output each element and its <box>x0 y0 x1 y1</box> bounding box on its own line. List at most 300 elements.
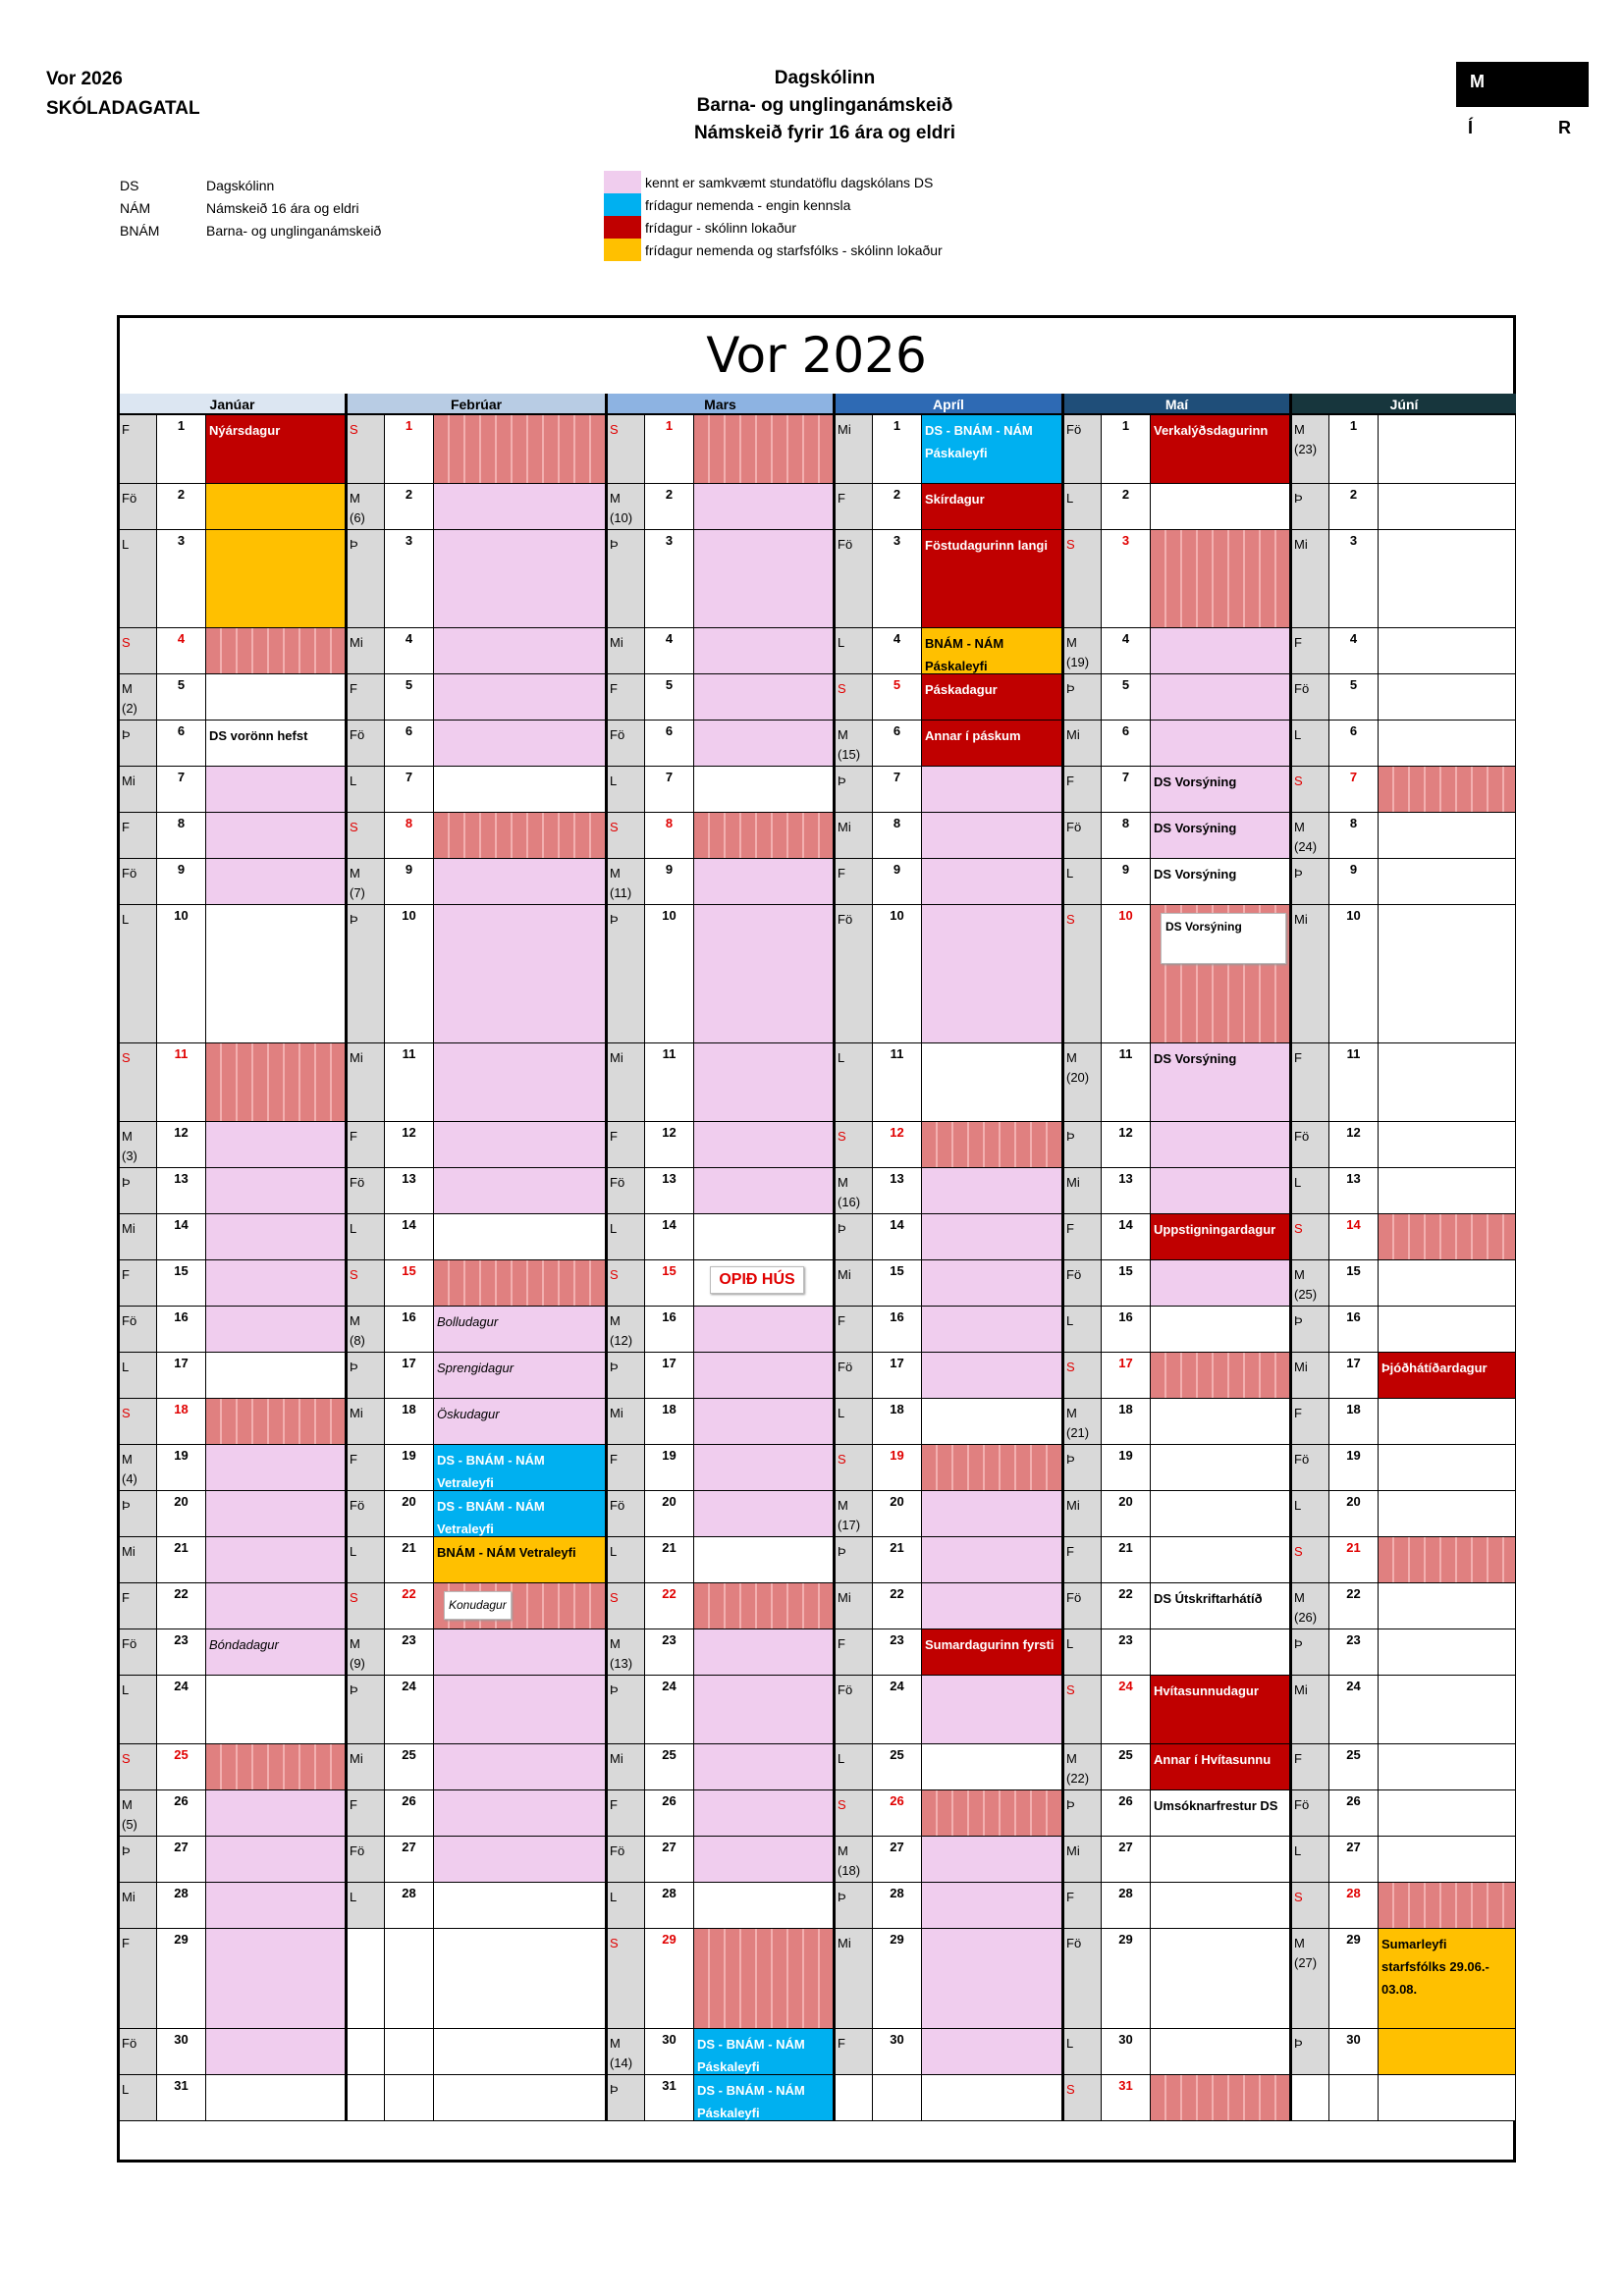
day-event-cell[interactable] <box>434 1445 608 1491</box>
day-event-cell[interactable] <box>434 1790 608 1837</box>
day-event-cell[interactable] <box>922 1883 1064 1929</box>
day-number: 3 <box>873 530 922 628</box>
day-event-cell[interactable] <box>434 1043 608 1122</box>
day-event-cell[interactable] <box>1151 415 1292 484</box>
weekday-cell <box>608 1168 645 1214</box>
day-event-cell[interactable] <box>1151 2075 1292 2121</box>
weekday-cell <box>1292 530 1329 628</box>
weekday-cell <box>836 674 873 721</box>
day-event-cell[interactable] <box>922 484 1064 530</box>
day-event-cell[interactable] <box>694 1260 836 1307</box>
day-event-cell[interactable] <box>1151 1537 1292 1583</box>
day-event-cell[interactable] <box>694 1168 836 1214</box>
day-event-cell[interactable] <box>1379 1537 1516 1583</box>
day-event-cell[interactable] <box>922 1307 1064 1353</box>
day-event-cell[interactable] <box>1151 1122 1292 1168</box>
day-event-cell[interactable] <box>922 1445 1064 1491</box>
day-event-cell[interactable] <box>922 1837 1064 1883</box>
day-event-cell[interactable] <box>922 530 1064 628</box>
day-event-cell[interactable] <box>1379 530 1516 628</box>
day-event-cell[interactable] <box>434 1837 608 1883</box>
day-number: 17 <box>1329 1353 1379 1399</box>
day-event-cell[interactable] <box>206 1537 348 1583</box>
day-event-cell[interactable] <box>1379 1445 1516 1491</box>
weekday-label: S <box>1066 1360 1075 1374</box>
day-event-cell[interactable] <box>1151 1168 1292 1214</box>
day-event-cell[interactable] <box>1379 1790 1516 1837</box>
day-number: 15 <box>645 1260 694 1307</box>
day-event-cell[interactable] <box>206 1676 348 1744</box>
day-event-cell[interactable] <box>694 859 836 905</box>
day-event-cell[interactable] <box>694 628 836 674</box>
day-event-cell[interactable] <box>434 721 608 767</box>
day-event-cell[interactable] <box>1151 1353 1292 1399</box>
day-event-cell[interactable] <box>434 2029 608 2075</box>
day-event-cell[interactable] <box>1379 1676 1516 1744</box>
day-number: 7 <box>157 767 206 813</box>
day-event-cell[interactable] <box>1379 1043 1516 1122</box>
day-event-cell[interactable] <box>694 905 836 1043</box>
weekday-label: Mi <box>1294 1682 1308 1697</box>
weekday-cell <box>836 1043 873 1122</box>
day-number: 19 <box>385 1445 434 1491</box>
weekday-label: L <box>838 1406 845 1420</box>
day-event-cell[interactable] <box>434 1307 608 1353</box>
day-event-cell[interactable] <box>1379 1744 1516 1790</box>
weekday-label: F <box>350 1452 357 1467</box>
day-event-cell[interactable] <box>1379 628 1516 674</box>
day-event-cell[interactable] <box>206 1929 348 2029</box>
day-event-cell[interactable] <box>206 1744 348 1790</box>
day-event-cell[interactable] <box>694 1491 836 1537</box>
day-number: 9 <box>1102 859 1151 905</box>
day-number: 28 <box>1329 1883 1379 1929</box>
day-event-cell[interactable] <box>206 767 348 813</box>
day-event-cell[interactable] <box>206 415 348 484</box>
day-event-cell[interactable] <box>206 1491 348 1537</box>
day-event-cell[interactable] <box>434 484 608 530</box>
day-event-cell[interactable] <box>694 1445 836 1491</box>
weekday-cell <box>836 628 873 674</box>
day-number: 23 <box>1102 1629 1151 1676</box>
day-number: 28 <box>1102 1883 1151 1929</box>
day-event-cell[interactable] <box>1379 767 1516 813</box>
day-event-cell[interactable] <box>1379 813 1516 859</box>
day-event-cell[interactable] <box>206 1122 348 1168</box>
day-event-cell[interactable] <box>1151 1583 1292 1629</box>
weekday-cell <box>348 1353 385 1399</box>
day-event-cell[interactable] <box>206 1583 348 1629</box>
day-event-cell[interactable] <box>434 813 608 859</box>
day-event-cell[interactable] <box>434 674 608 721</box>
day-event-cell[interactable] <box>206 813 348 859</box>
day-event-cell[interactable] <box>922 1537 1064 1583</box>
day-event-cell[interactable] <box>922 721 1064 767</box>
day-event-cell[interactable] <box>206 1168 348 1214</box>
day-number: 8 <box>1102 813 1151 859</box>
day-event-cell[interactable] <box>1379 1168 1516 1214</box>
day-event-cell[interactable] <box>434 859 608 905</box>
day-event-cell[interactable] <box>922 1491 1064 1537</box>
day-event-cell[interactable] <box>1151 1790 1292 1837</box>
day-number: 28 <box>873 1883 922 1929</box>
day-event-cell[interactable] <box>206 1883 348 1929</box>
day-event-cell[interactable] <box>1379 859 1516 905</box>
weekday-cell <box>1064 1790 1102 1837</box>
weekday-label: S <box>610 422 619 437</box>
day-event-cell[interactable] <box>694 2075 836 2121</box>
day-event-cell[interactable] <box>694 674 836 721</box>
weekday-label: S <box>610 1590 619 1605</box>
day-event-cell[interactable] <box>922 1214 1064 1260</box>
day-event-cell[interactable] <box>434 415 608 484</box>
weekday-cell <box>608 1537 645 1583</box>
weekday-label: Þ <box>350 1360 358 1374</box>
weekday-label: Þ <box>610 1682 619 1697</box>
day-event-cell[interactable] <box>1379 1583 1516 1629</box>
day-number: 2 <box>1102 484 1151 530</box>
day-event-cell[interactable] <box>1379 1307 1516 1353</box>
weekday-label: Fö <box>1294 1452 1310 1467</box>
weekday-label: Mi <box>1066 1498 1080 1513</box>
day-event-cell[interactable] <box>434 1676 608 1744</box>
day-event-cell[interactable] <box>694 1353 836 1399</box>
abbreviation-row <box>120 220 381 242</box>
event-label: DS - BNÁM - NÁM Páskaleyfi <box>697 2037 805 2074</box>
day-event-cell[interactable] <box>206 2029 348 2075</box>
day-event-cell[interactable] <box>434 1168 608 1214</box>
day-event-cell[interactable] <box>922 1122 1064 1168</box>
event-label: Sprengidagur <box>437 1361 514 1375</box>
day-number: 8 <box>385 813 434 859</box>
day-event-cell[interactable] <box>922 859 1064 905</box>
day-event-cell[interactable] <box>922 1353 1064 1399</box>
event-label: Bolludagur <box>437 1314 499 1329</box>
day-event-cell[interactable] <box>922 415 1064 484</box>
day-event-cell[interactable] <box>434 1399 608 1445</box>
day-event-cell[interactable] <box>1151 1744 1292 1790</box>
day-event-cell[interactable] <box>1151 1260 1292 1307</box>
day-event-cell[interactable] <box>694 530 836 628</box>
day-event-cell[interactable] <box>1379 1214 1516 1260</box>
day-event-cell[interactable] <box>694 813 836 859</box>
day-event-cell[interactable] <box>1151 1929 1292 2029</box>
weekday-cell <box>1064 1043 1102 1122</box>
weekday-label: Fö <box>350 727 365 742</box>
weekday-label: L <box>350 774 357 788</box>
day-event-cell[interactable] <box>1379 1353 1516 1399</box>
day-event-cell[interactable] <box>1379 905 1516 1043</box>
day-event-cell[interactable] <box>1151 767 1292 813</box>
day-event-cell[interactable] <box>434 767 608 813</box>
weekday-label: Mi <box>122 774 135 788</box>
day-event-cell[interactable] <box>1151 1883 1292 1929</box>
day-event-cell[interactable] <box>922 2029 1064 2075</box>
weekday-cell <box>836 1122 873 1168</box>
day-event-cell[interactable] <box>922 1043 1064 1122</box>
day-number: 2 <box>873 484 922 530</box>
day-event-cell[interactable] <box>922 1399 1064 1445</box>
day-event-cell[interactable] <box>434 628 608 674</box>
day-event-cell[interactable] <box>922 1629 1064 1676</box>
day-event-cell[interactable] <box>922 1260 1064 1307</box>
day-event-cell[interactable] <box>1151 2029 1292 2075</box>
weekday-label: S <box>838 681 846 696</box>
day-event-cell[interactable] <box>694 721 836 767</box>
day-number <box>385 1929 434 2029</box>
day-event-cell[interactable] <box>206 1629 348 1676</box>
day-number: 7 <box>385 767 434 813</box>
day-event-cell[interactable] <box>1151 1445 1292 1491</box>
day-event-cell[interactable] <box>434 1537 608 1583</box>
day-event-cell[interactable] <box>694 1929 836 2029</box>
day-event-cell[interactable] <box>694 1214 836 1260</box>
day-event-cell[interactable] <box>1151 1837 1292 1883</box>
day-number: 6 <box>873 721 922 767</box>
day-number: 16 <box>1102 1307 1151 1353</box>
day-event-cell[interactable] <box>1379 674 1516 721</box>
day-event-cell[interactable] <box>206 905 348 1043</box>
day-event-cell[interactable] <box>434 1122 608 1168</box>
day-event-cell[interactable] <box>206 1214 348 1260</box>
day-number: 3 <box>645 530 694 628</box>
day-event-cell[interactable] <box>206 1353 348 1399</box>
day-event-cell[interactable] <box>1379 721 1516 767</box>
day-event-cell[interactable] <box>206 484 348 530</box>
day-event-cell[interactable] <box>694 2029 836 2075</box>
day-event-cell[interactable] <box>1151 813 1292 859</box>
weekday-cell <box>348 1744 385 1790</box>
weekday-cell <box>348 1445 385 1491</box>
weekday-label: F <box>1066 1221 1074 1236</box>
weekday-cell <box>1064 530 1102 628</box>
weekday-cell <box>348 1629 385 1676</box>
day-event-cell[interactable] <box>1379 1837 1516 1883</box>
weekday-label: Þ <box>610 537 619 552</box>
week-number: (18) <box>838 1863 861 1878</box>
day-event-cell[interactable] <box>922 628 1064 674</box>
day-event-cell[interactable] <box>1151 1491 1292 1537</box>
day-number: 9 <box>645 859 694 905</box>
weekday-label: S <box>350 820 358 834</box>
event-label: BNÁM - NÁM Vetraleyfi <box>437 1545 576 1560</box>
weekday-cell <box>120 905 157 1043</box>
weekday-label: Þ <box>610 912 619 927</box>
day-event-cell[interactable] <box>434 530 608 628</box>
day-event-cell[interactable] <box>206 2075 348 2121</box>
day-event-cell[interactable] <box>206 1790 348 1837</box>
weekday-cell <box>1292 1790 1329 1837</box>
day-event-cell[interactable] <box>1379 484 1516 530</box>
day-event-cell[interactable] <box>1151 905 1292 1043</box>
day-event-cell[interactable] <box>1151 859 1292 905</box>
day-event-cell[interactable] <box>434 1353 608 1399</box>
day-event-cell[interactable] <box>922 1676 1064 1744</box>
day-event-cell[interactable] <box>434 1260 608 1307</box>
day-number: 26 <box>157 1790 206 1837</box>
day-event-cell[interactable] <box>434 2075 608 2121</box>
day-event-cell[interactable] <box>694 1676 836 1744</box>
day-event-cell[interactable] <box>434 1491 608 1537</box>
day-event-cell[interactable] <box>1379 2075 1516 2121</box>
day-event-cell[interactable] <box>1379 1260 1516 1307</box>
day-number: 25 <box>385 1744 434 1790</box>
day-event-cell[interactable] <box>1379 1883 1516 1929</box>
weekday-label: F <box>122 1936 130 1950</box>
day-event-cell[interactable] <box>922 1583 1064 1629</box>
day-number: 2 <box>645 484 694 530</box>
weekday-label: L <box>1294 1843 1302 1858</box>
day-number: 21 <box>1102 1537 1151 1583</box>
weekday-label: Fö <box>1294 1797 1310 1812</box>
day-number: 23 <box>157 1629 206 1676</box>
day-event-cell[interactable] <box>206 1399 348 1445</box>
event-label: Þjóðhátíðardagur <box>1381 1361 1488 1375</box>
day-event-cell[interactable] <box>1379 1629 1516 1676</box>
day-event-cell[interactable] <box>1379 1399 1516 1445</box>
weekday-cell <box>1064 674 1102 721</box>
day-event-cell[interactable] <box>1151 1629 1292 1676</box>
day-event-cell[interactable] <box>694 1837 836 1883</box>
day-number: 3 <box>1329 530 1379 628</box>
week-number: (3) <box>122 1148 137 1163</box>
day-event-cell[interactable] <box>1151 1043 1292 1122</box>
day-event-cell[interactable] <box>206 859 348 905</box>
weekday-label: F <box>122 820 130 834</box>
day-event-cell[interactable] <box>694 415 836 484</box>
day-event-cell[interactable] <box>434 1214 608 1260</box>
day-event-cell[interactable] <box>1151 484 1292 530</box>
abbreviation-value: Dagskólinn <box>206 178 275 193</box>
day-event-cell[interactable] <box>434 1883 608 1929</box>
day-number: 26 <box>385 1790 434 1837</box>
day-event-cell[interactable] <box>206 1445 348 1491</box>
day-event-cell[interactable] <box>922 1168 1064 1214</box>
day-event-cell[interactable] <box>1379 1929 1516 2029</box>
day-event-cell[interactable] <box>694 1744 836 1790</box>
weekday-cell <box>1292 628 1329 674</box>
day-event-cell[interactable] <box>922 813 1064 859</box>
day-number: 29 <box>1329 1929 1379 2029</box>
day-event-cell[interactable] <box>922 1929 1064 2029</box>
day-event-cell[interactable] <box>694 1790 836 1837</box>
weekday-label: Mi <box>1066 727 1080 742</box>
day-number: 16 <box>157 1307 206 1353</box>
day-event-cell[interactable] <box>434 1744 608 1790</box>
day-event-cell[interactable] <box>694 484 836 530</box>
day-number: 1 <box>1329 415 1379 484</box>
weekday-label: L <box>610 1221 618 1236</box>
day-event-cell[interactable] <box>434 1583 608 1629</box>
day-event-cell[interactable] <box>206 1307 348 1353</box>
day-event-cell[interactable] <box>206 530 348 628</box>
day-event-cell[interactable] <box>1379 1491 1516 1537</box>
day-event-cell[interactable] <box>922 2075 1064 2121</box>
day-event-cell[interactable] <box>1151 530 1292 628</box>
day-number: 7 <box>645 767 694 813</box>
day-event-cell[interactable] <box>922 905 1064 1043</box>
day-event-cell[interactable] <box>206 1837 348 1883</box>
weekday-label: Fö <box>838 912 853 927</box>
day-event-cell[interactable] <box>206 674 348 721</box>
day-event-cell[interactable] <box>206 1043 348 1122</box>
day-event-cell[interactable] <box>694 1629 836 1676</box>
weekday-cell <box>1064 1744 1102 1790</box>
day-event-cell[interactable] <box>1151 1399 1292 1445</box>
day-number: 30 <box>873 2029 922 2075</box>
day-event-cell[interactable] <box>206 721 348 767</box>
day-event-cell[interactable] <box>1151 721 1292 767</box>
day-event-cell[interactable] <box>694 1043 836 1122</box>
day-event-cell[interactable] <box>1151 674 1292 721</box>
day-event-cell[interactable] <box>922 1744 1064 1790</box>
month-header: Júní <box>1292 394 1516 415</box>
weekday-label: Fö <box>838 537 853 552</box>
day-event-cell[interactable] <box>922 674 1064 721</box>
day-event-cell[interactable] <box>694 767 836 813</box>
day-event-cell[interactable] <box>922 767 1064 813</box>
day-event-cell[interactable] <box>1151 628 1292 674</box>
day-event-cell[interactable] <box>694 1883 836 1929</box>
logo: M <box>1456 62 1589 107</box>
weekday-cell <box>120 415 157 484</box>
day-event-cell[interactable] <box>434 1929 608 2029</box>
day-number: 13 <box>1102 1168 1151 1214</box>
weekday-label: Fö <box>350 1498 365 1513</box>
day-event-cell[interactable] <box>694 1307 836 1353</box>
day-event-cell[interactable] <box>434 1629 608 1676</box>
day-event-cell[interactable] <box>694 1537 836 1583</box>
weekday-label: Fö <box>350 1175 365 1190</box>
day-event-cell[interactable] <box>694 1583 836 1629</box>
day-event-cell[interactable] <box>1379 1122 1516 1168</box>
day-number: 1 <box>873 415 922 484</box>
day-event-cell[interactable] <box>1151 1214 1292 1260</box>
weekday-label: Mi <box>610 1406 623 1420</box>
weekday-cell <box>348 415 385 484</box>
weekday-label: F <box>122 422 130 437</box>
day-number: 6 <box>645 721 694 767</box>
day-event-cell[interactable] <box>1379 2029 1516 2075</box>
weekday-cell <box>1064 1491 1102 1537</box>
weekday-label: F <box>838 2036 845 2051</box>
event-label: DS Vorsýning <box>1154 774 1237 789</box>
weekday-cell <box>120 2075 157 2121</box>
day-number: 27 <box>873 1837 922 1883</box>
day-event-cell[interactable] <box>1379 415 1516 484</box>
week-number: (23) <box>1294 442 1318 456</box>
weekday-cell <box>608 1214 645 1260</box>
day-event-cell[interactable] <box>206 1260 348 1307</box>
day-event-cell[interactable] <box>694 1122 836 1168</box>
day-event-cell[interactable] <box>694 1399 836 1445</box>
weekday-label: S <box>1294 1544 1303 1559</box>
day-event-cell[interactable] <box>1151 1676 1292 1744</box>
weekday-cell <box>120 628 157 674</box>
day-event-cell[interactable] <box>922 1790 1064 1837</box>
weekday-label: F <box>122 1590 130 1605</box>
abbreviation-list <box>120 175 381 242</box>
day-number: 23 <box>1329 1629 1379 1676</box>
weekday-cell <box>608 1929 645 2029</box>
day-event-cell[interactable] <box>1151 1307 1292 1353</box>
day-event-cell[interactable] <box>206 628 348 674</box>
event-label: DS Vorsýning <box>1154 1051 1237 1066</box>
weekday-cell <box>120 859 157 905</box>
weekday-label: Mi <box>122 1221 135 1236</box>
day-event-cell[interactable] <box>434 905 608 1043</box>
weekday-label: M <box>122 681 133 696</box>
